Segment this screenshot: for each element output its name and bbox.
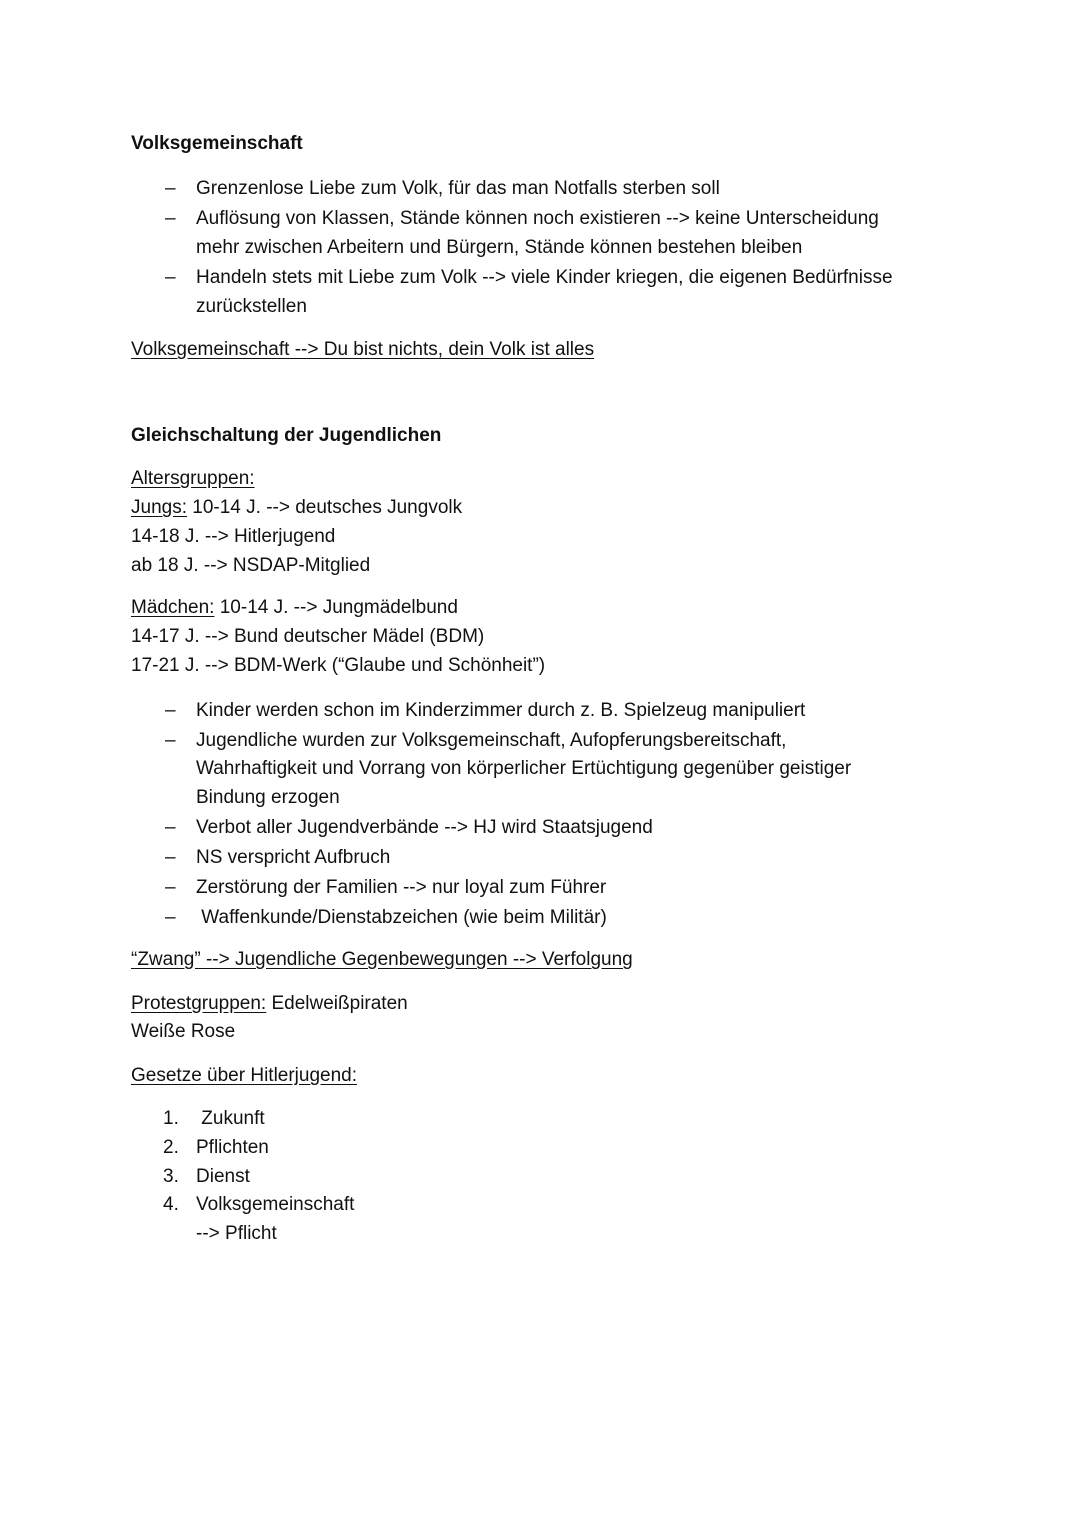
bullet-dash: – [165,267,176,288]
bullet-text-cont: zurückstellen [196,296,307,317]
protest-line [131,990,408,1018]
jungs-label: Jungs: [131,497,187,518]
bullet-dash: – [165,700,176,721]
summary-volksgemeinschaft: Volksgemeinschaft --> Du bist nichts, dein Volk ist alles [131,339,595,360]
bullet-dash: – [165,817,176,838]
bullet-text: Zerstörung der Familien --> nur loyal zum Führer [196,877,607,898]
protest-group: Weiße Rose [131,1021,236,1042]
heading-volksgemeinschaft: Volksgemeinschaft [131,133,303,154]
bullet-text: Jugendliche wurden zur Volksgemeinschaft, Aufopferungsbereitschaft, [196,730,787,751]
bullet-text: NS verspricht Aufbruch [196,847,391,868]
law-note: --> Pflicht [196,1223,277,1244]
law-item: Zukunft [196,1108,265,1129]
bullet-dash: – [165,178,176,199]
list-number: 2. [163,1137,179,1158]
law-item: Volksgemeinschaft [196,1194,355,1215]
bullet-text: Verbot aller Jugendverbände --> HJ wird Staatsjugend [196,817,653,838]
bullet-dash: – [165,877,176,898]
list-number: 4. [163,1194,179,1215]
bullet-text: Grenzenlose Liebe zum Volk, für das man Notfalls sterben soll [196,178,720,199]
jungs-age-group: ab 18 J. --> NSDAP-Mitglied [131,555,371,576]
maedchen-age-group: 10-14 J. --> Jungmädelbund [219,597,458,618]
bullet-text: Handeln stets mit Liebe zum Volk --> viele Kinder kriegen, die eigenen Bedürfnisse [196,267,893,288]
law-item: Dienst [196,1166,250,1187]
maedchen-line [131,594,458,622]
jungs-age-group: 14-18 J. --> Hitlerjugend [131,526,336,547]
bullet-text-cont: mehr zwischen Arbeitern und Bürgern, Stände können bestehen bleiben [196,237,803,258]
law-item: Pflichten [196,1137,269,1158]
bullet-dash: – [165,730,176,751]
zwang-summary: “Zwang” --> Jugendliche Gegenbewegungen --> Verfolgung [131,949,633,970]
jungs-line [131,494,462,522]
list-number: 1. [163,1108,179,1129]
altersgruppen-label: Altersgruppen: [131,468,255,489]
gesetze-label: Gesetze über Hitlerjugend: [131,1065,358,1086]
maedchen-age-group: 14-17 J. --> Bund deutscher Mädel (BDM) [131,626,485,647]
jungs-age-group: 10-14 J. --> deutsches Jungvolk [192,497,463,518]
bullet-dash: – [165,208,176,229]
list-number: 3. [163,1166,179,1187]
protest-label: Protestgruppen: [131,993,267,1014]
bullet-dash: – [165,907,176,928]
bullet-text-cont: Bindung erzogen [196,787,340,808]
bullet-text: Kinder werden schon im Kinderzimmer durch z. B. Spielzeug manipuliert [196,700,806,721]
bullet-dash: – [165,847,176,868]
bullet-text: Auflösung von Klassen, Stände können noch existieren --> keine Unterscheidung [196,208,879,229]
heading-gleichschaltung: Gleichschaltung der Jugendlichen [131,425,442,446]
bullet-text: Waffenkunde/Dienstabzeichen (wie beim Militär) [196,907,607,928]
maedchen-label: Mädchen: [131,597,215,618]
maedchen-age-group: 17-21 J. --> BDM-Werk (“Glaube und Schönheit”) [131,655,546,676]
protest-group: Edelweißpiraten [271,993,408,1014]
bullet-text-cont: Wahrhaftigkeit und Vorrang von körperlicher Ertüchtigung gegenüber geistiger [196,758,852,779]
